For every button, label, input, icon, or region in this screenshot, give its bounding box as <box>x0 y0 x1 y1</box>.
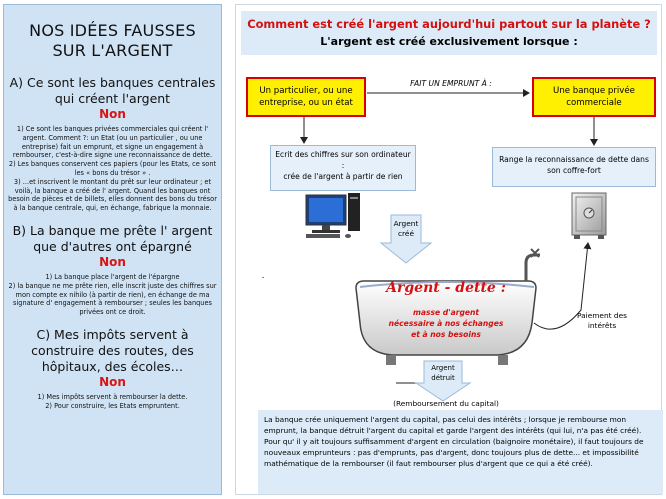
bath-title: Argent - dette : <box>386 280 506 296</box>
box-banque: Une banque privée commerciale <box>532 77 656 117</box>
title-banner <box>241 11 657 55</box>
argent-cree-label: Argent créé <box>393 219 419 238</box>
remboursement-label: (Remboursement du capital) <box>393 399 499 408</box>
box-ordinateur: Ecrit des chiffres sur son ordinateur : crée de l'argent à partir de rien <box>270 145 416 191</box>
section-a-body: 1) Ce sont les banques privées commerciales qui créent l' argent. Comment ?: un Etat (ou un particulier , ou une entreprise) fait un emprunt, et signe un engagement à rembourser, c'est-à-dire signe une reconnaissance de dette. 2) Les banques conservent ces papiers (pour les Etats, ce sont les « bons du trésor » . 3) ...et inscrivent le montant du prêt sur leur ordinateur ; et voilà, la banque a créé de l' argent. Quand les banques ont besoin de pièces et de billets, elles donnent des bons du trésor à la banque centrale, qui, en échange, fabrique la monnaie. <box>8 125 217 213</box>
section-c-body: 1) Mes impôts servent à rembourser la dette. 2) Pour construire, les Etats empruntent. <box>37 392 188 410</box>
paiement-label: Paiement des intérêts <box>576 311 628 330</box>
right-panel <box>235 4 662 495</box>
section-c <box>8 327 217 411</box>
explanation-text: La banque crée uniquement l'argent du capital, pas celui des intérêts ; lorsque je rembourse mon emprunt, la banque détruit l'argent du capital et garde l'argent des intérêts (qui lui, n'a pas été créé). Pour qu' il y ait toujours suffisamment d'argent en circulation (baignoire monétaire), il faut toujours de nouveaux emprunteurs : pas d'emprunts, pas d'argent, donc toujours plus de dette... et impossibilité mathématique de la rembourser (il faut rembourser plus d'argent que ce qui a été créé). <box>258 410 663 494</box>
section-b-body: 1) La banque place l'argent de l'épargne 2) la banque ne me prête rien, elle inscrit juste des chiffres sur mon compte ex nihilo (à partir de rien), en échange de ma signature d' engagement à rembourser ; seules les banques privées ont ce droit. <box>8 272 217 317</box>
left-panel <box>3 4 222 495</box>
section-a-non: Non <box>99 107 126 121</box>
diagram-subtitle: L'argent est créé exclusivement lorsque : <box>320 35 578 48</box>
section-b-non: Non <box>99 254 126 269</box>
argent-detruit-label: Argent détruit <box>431 364 455 382</box>
stray-dot: . <box>261 271 265 281</box>
section-c-heading: C) Mes impôts servent à construire des routes, des hôpitaux, des écoles… <box>31 326 194 374</box>
box-emprunteur: Un particulier, ou une entreprise, ou un état <box>246 77 366 117</box>
diagram-title: Comment est créé l'argent aujourd'hui partout sur la planète ? <box>247 17 651 31</box>
section-a-heading: A) Ce sont les banques centrales qui créent l'argent <box>9 75 216 106</box>
section-a <box>8 75 217 213</box>
emprunt-label: FAIT UN EMPRUNT À : <box>410 79 492 88</box>
section-b-heading: B) La banque me prête l' argent que d'autres ont épargné <box>12 222 213 254</box>
computer-icon <box>306 193 360 238</box>
section-b <box>8 223 217 317</box>
safe-icon <box>572 193 606 239</box>
section-c-non: Non <box>99 374 126 389</box>
left-title: NOS IDÉES FAUSSES SUR L'ARGENT <box>29 21 196 60</box>
bath-text: Argent - dette : masse d'argent nécessaire à nos échanges et à nos besoins <box>366 279 526 340</box>
box-coffre: Range la reconnaissance de dette dans son coffre-fort <box>492 147 656 187</box>
